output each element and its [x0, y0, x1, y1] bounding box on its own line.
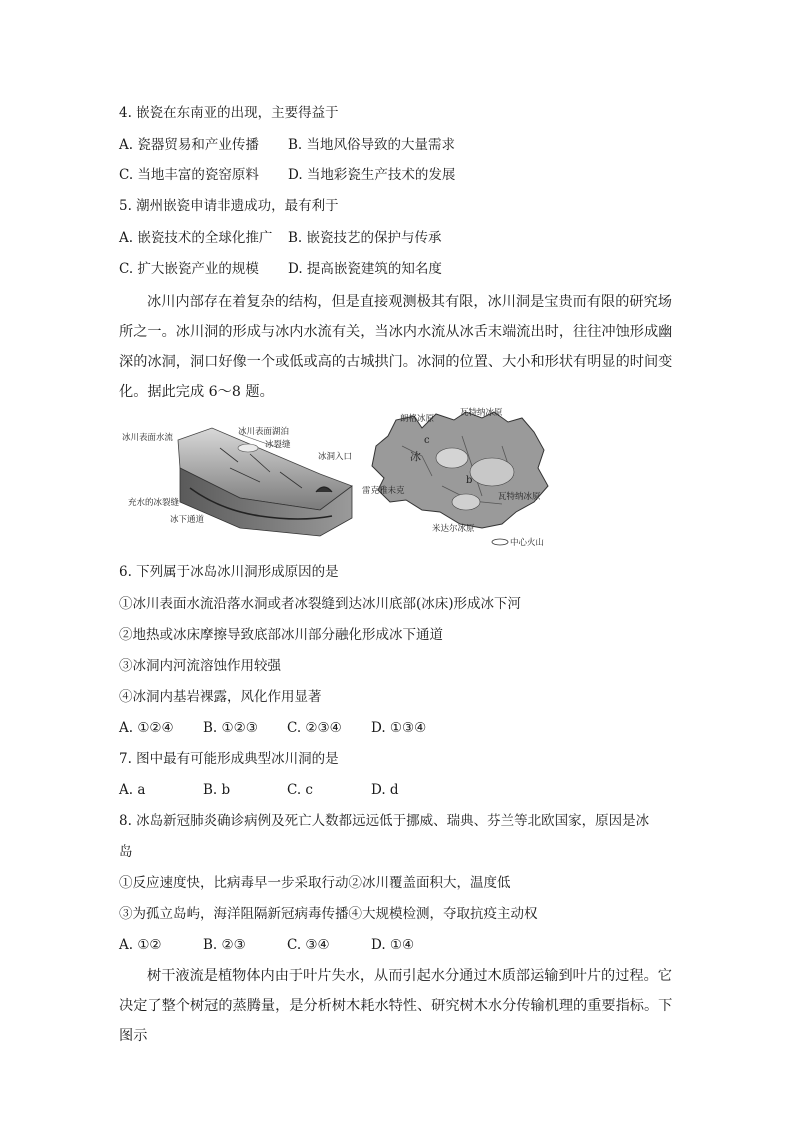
q4-option-b: B. 当地风俗导致的大量需求: [288, 137, 456, 153]
q8-option-c: C. ③④: [287, 937, 330, 953]
map-label-bottom: 米达尔冰原: [432, 524, 475, 534]
label-crevasse: 冰裂缝: [265, 440, 291, 450]
q5-option-d: D. 提高嵌瓷建筑的知名度: [288, 261, 442, 277]
q4-option-c: C. 当地丰富的瓷窑原料: [119, 167, 259, 183]
q5-stem: 5. 潮州嵌瓷申请非遗成功，最有利于: [119, 198, 339, 214]
q6-option-d: D. ①③④: [371, 720, 427, 736]
glacier-block-diagram: [120, 418, 360, 546]
iceland-glacier-map: [362, 406, 554, 548]
q4-stem: 4. 嵌瓷在东南亚的出现，主要得益于: [119, 105, 339, 121]
q8-stem-line2: 岛: [119, 844, 133, 860]
label-water-crevasse: 充水的冰裂缝: [128, 498, 180, 508]
map-label-b: b: [466, 475, 473, 486]
map-label-top-left: 朗格冰原: [400, 414, 435, 424]
q6-statement-2: ②地热或冰床摩擦导致底部冰川部分融化形成冰下通道: [119, 627, 443, 643]
q5-option-b: B. 嵌瓷技艺的保护与传承: [288, 230, 442, 246]
passage-sap-flow: 树干液流是植物体内由于叶片失水，从而引起水分通过木质部运输到叶片的过程。它决定了整个树冠的蒸腾量，是分析树木耗水特性、研究树木水分传输机理的重要指标。下图示: [119, 968, 673, 1044]
q6-statement-4: ④冰洞内基岩裸露，风化作用显著: [119, 689, 322, 705]
q7-stem: 7. 图中最有可能形成典型冰川洞的是: [119, 751, 339, 767]
q6-option-c: C. ②③④: [287, 720, 342, 736]
q6-statement-1: ①冰川表面水流沿落水洞或者冰裂缝到达冰川底部(冰床)形成冰下河: [119, 596, 522, 612]
q7-option-a: A. a: [119, 782, 146, 798]
q8-statement-1: ①反应速度快，比病毒早一步采取行动②冰川覆盖面积大，温度低: [119, 875, 511, 891]
q8-statement-2: ③为孤立岛屿，海洋阻隔新冠病毒传播④大规模检测，夺取抗疫主动权: [119, 906, 538, 922]
label-surface-stream: 冰川表面水流: [122, 433, 174, 443]
map-legend-central-volcano: 中心火山: [510, 538, 545, 548]
q6-stem: 6. 下列属于冰岛冰川洞形成原因的是: [119, 564, 339, 580]
label-subglacial-channel: 冰下通道: [170, 515, 205, 525]
q4-option-d: D. 当地彩瓷生产技术的发展: [288, 167, 456, 183]
map-label-left: 雷克雅未克: [362, 486, 405, 496]
q8-option-a: A. ①②: [119, 937, 162, 953]
label-cave-entrance: 冰洞入口: [318, 452, 353, 462]
q4-option-a: A. 瓷器贸易和产业传播: [119, 137, 259, 153]
q5-option-c: C. 扩大嵌瓷产业的规模: [119, 261, 259, 277]
map-label-right: 瓦特纳冰原: [498, 492, 541, 502]
map-label-top-right: 瓦特纳冰原: [460, 408, 503, 418]
q8-option-d: D. ①④: [371, 937, 415, 953]
q8-option-b: B. ②③: [203, 937, 246, 953]
q8-stem-line1: 8. 冰岛新冠肺炎确诊病例及死亡人数都远远低于挪威、瑞典、芬兰等北欧国家，原因是冰: [119, 813, 650, 829]
map-label-ice: 冰: [410, 450, 421, 463]
passage-glacier-caves: 冰川内部存在着复杂的结构，但是直接观测极其有限，冰川洞是宝贵而有限的研究场所之一。冰川洞的形成与冰内水流有关，当冰内水流从冰舌末端流出时，往往冲蚀形成幽深的冰洞，洞口好像一个或低或高的古城拱门。冰洞的位置、大小和形状有明显的时间变化。据此完成 6～8 题。: [119, 294, 673, 400]
q7-option-b: B. b: [203, 782, 231, 798]
q6-option-a: A. ①②④: [119, 720, 174, 736]
q5-option-a: A. 嵌瓷技术的全球化推广: [119, 230, 273, 246]
label-surface-lake: 冰川表面湖泊: [238, 427, 290, 437]
map-label-c: c: [424, 435, 430, 446]
q7-option-c: C. c: [287, 782, 313, 798]
q7-option-d: D. d: [371, 782, 399, 798]
q6-statement-3: ③冰洞内河流溶蚀作用较强: [119, 658, 281, 674]
q6-option-b: B. ①②③: [203, 720, 258, 736]
